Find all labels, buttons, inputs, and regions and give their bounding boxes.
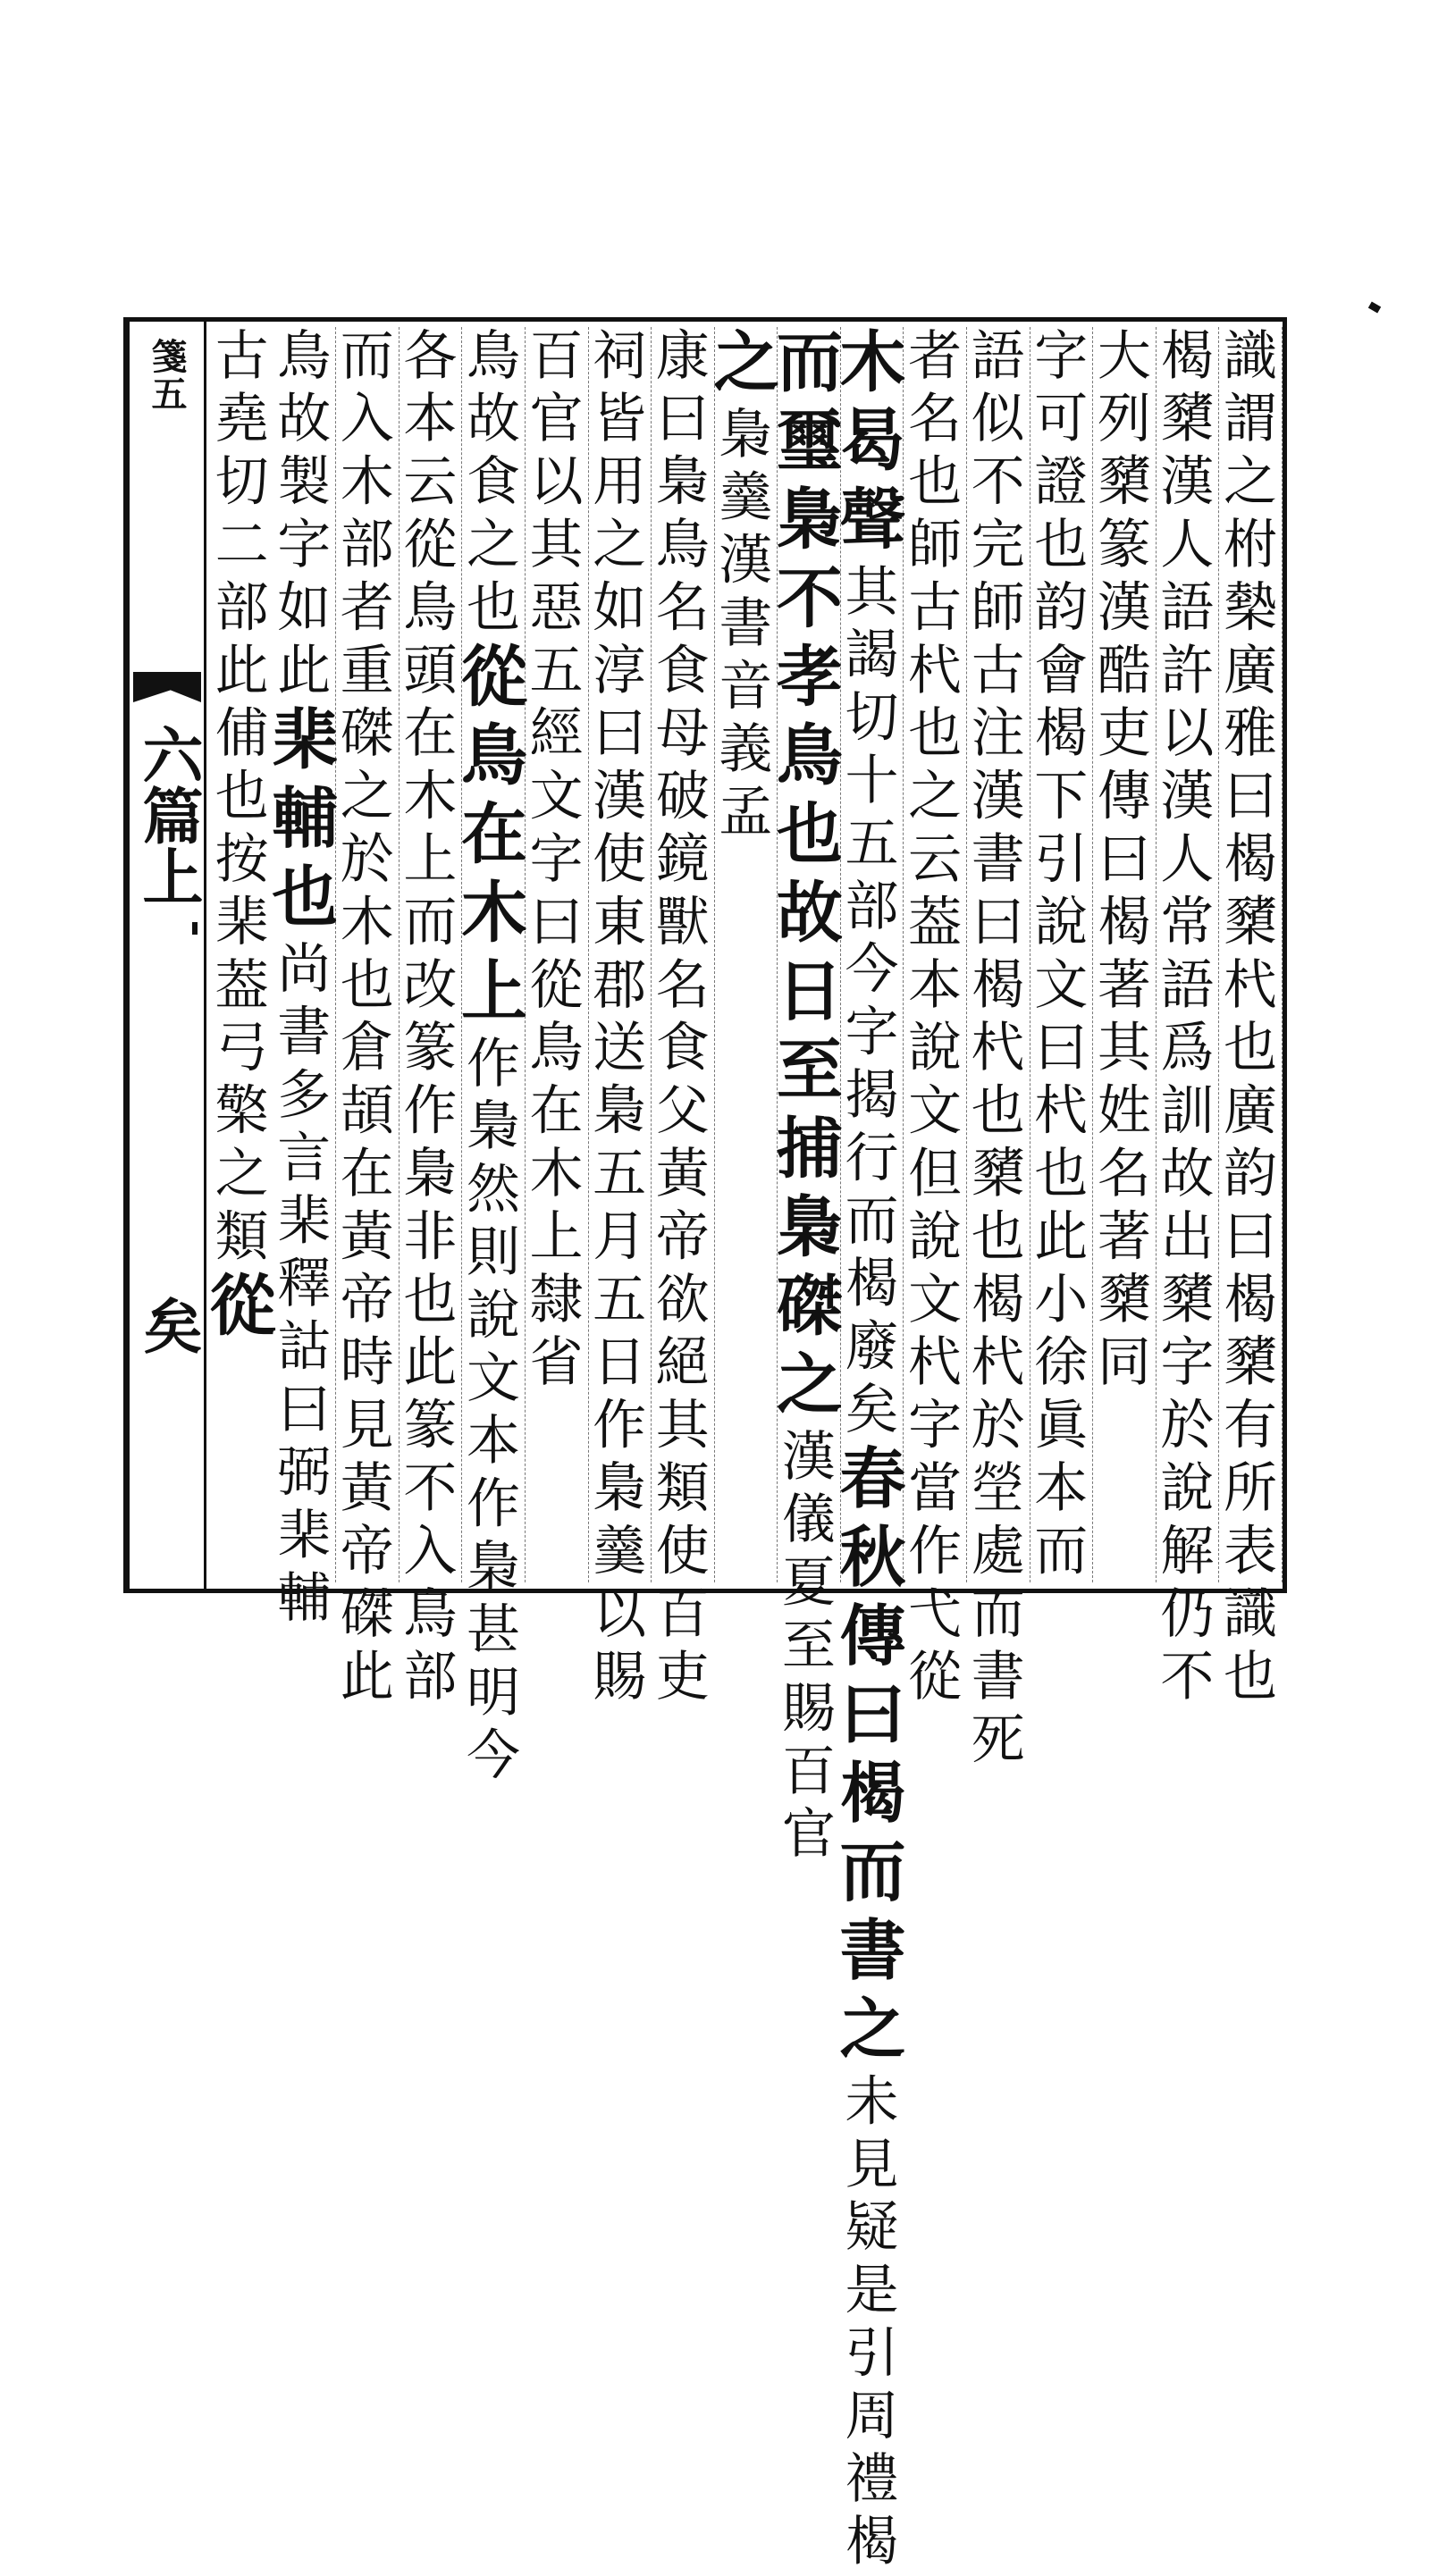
chapter-title: 六篇上 — [132, 724, 204, 906]
commentary-text: 尚書多言棐釋詁曰弼棐輔 — [268, 940, 332, 1632]
commentary-text: 梟羹漢書音義孟 — [710, 406, 773, 846]
commentary-text: 百官以其惡 — [520, 327, 584, 642]
text-column — [1025, 327, 1094, 1585]
text-column — [765, 327, 843, 1868]
headword-text: 春秋傳曰楬而書之 — [829, 1443, 906, 2073]
seal-character: 梟 — [765, 484, 843, 563]
page-frame — [123, 317, 1287, 2576]
commentary-text: 祠皆用之如淳曰漢使東郡送梟五月五日作梟羹以賜 — [584, 327, 647, 1711]
text-column — [899, 327, 967, 1711]
text-column — [1215, 327, 1283, 1711]
margin-dot — [192, 922, 198, 935]
corner-mark — [1368, 302, 1381, 314]
headword-text: 不孝鳥也故日至捕梟磔之 — [765, 563, 843, 1428]
headword-text: 木 — [829, 327, 906, 406]
headword-text: 從鳥在木上 — [450, 642, 527, 1035]
margin-strip — [130, 322, 206, 1589]
commentary-text: 鳥故食之也 — [457, 327, 520, 642]
text-column — [702, 327, 780, 1582]
text-column — [394, 327, 463, 1711]
text-column — [450, 327, 527, 1790]
commentary-text: 漢儀夏至賜百官 — [772, 1428, 836, 1868]
commentary-text: 者名也師古杙也之云葢本說文但說文杙字當作弋從 — [899, 327, 963, 1711]
commentary-text: 未見疑是引周禮楬 — [836, 2072, 899, 2576]
commentary-text: 大列櫫篆漢酷吏傳曰楬著其姓名著櫫同 — [1088, 327, 1151, 1397]
text-column — [646, 327, 715, 1711]
commentary-text: 字可證也韵會楬下引說文曰杙也此小徐眞本而 — [1025, 327, 1089, 1585]
text-column — [584, 327, 652, 1711]
headword-text: 從 — [198, 1271, 276, 1349]
text-column — [1151, 327, 1220, 1711]
text-column — [520, 327, 589, 1582]
commentary-text: 五經文字曰從鳥在木上隸省 — [520, 642, 584, 1397]
commentary-text: 此俌也按棐葢弓檠之類 — [206, 642, 269, 1271]
text-column — [962, 327, 1030, 1775]
commentary-text: 語似不完師古注漢書曰楬杙也櫫也楬杙於塋處而書死 — [962, 327, 1025, 1775]
headword-text: 輔也 — [261, 783, 339, 941]
text-area — [198, 322, 1283, 2576]
commentary-text: 其謁切十五部今字揭行而楬廢矣 — [836, 563, 899, 1444]
commentary-text: 楬櫫漢人語許以漢人常語爲訓故出櫫字於說解仍不 — [1151, 327, 1215, 1711]
text-column — [261, 327, 339, 1632]
commentary-text: 各本云從鳥頭在木上而改篆作梟非也此篆不入鳥部 — [394, 327, 458, 1711]
seal-character: 棐 — [261, 704, 339, 784]
headword-text: 而璽 — [765, 327, 843, 484]
commentary-text: 作梟然則說文本作梟甚明今 — [457, 1035, 520, 1790]
commentary-text: 古堯切二部 — [206, 327, 269, 642]
commentary-text: 識謂之柎槷廣雅曰楬櫫杙也廣韵曰楬櫫有所表識也 — [1215, 327, 1277, 1711]
text-column — [829, 327, 906, 2576]
headword-text: 之 — [702, 327, 780, 406]
text-column — [331, 327, 400, 1711]
commentary-text: 鳥故製字如此 — [268, 327, 332, 705]
commentary-text: 康曰梟鳥名食母破鏡獸名食父黃帝欲絕其類使百吏 — [646, 327, 710, 1711]
fish-tail-mark — [133, 672, 201, 702]
leaf-number: 矣 — [133, 1296, 203, 1355]
headword-text: 曷聲 — [829, 406, 906, 563]
margin-label: 箋五 — [146, 338, 188, 413]
commentary-text: 而入木部者重磔之於木也倉頡在黃帝時見黃帝磔此 — [331, 327, 394, 1711]
text-column — [1088, 327, 1157, 1582]
text-column — [198, 327, 276, 1582]
